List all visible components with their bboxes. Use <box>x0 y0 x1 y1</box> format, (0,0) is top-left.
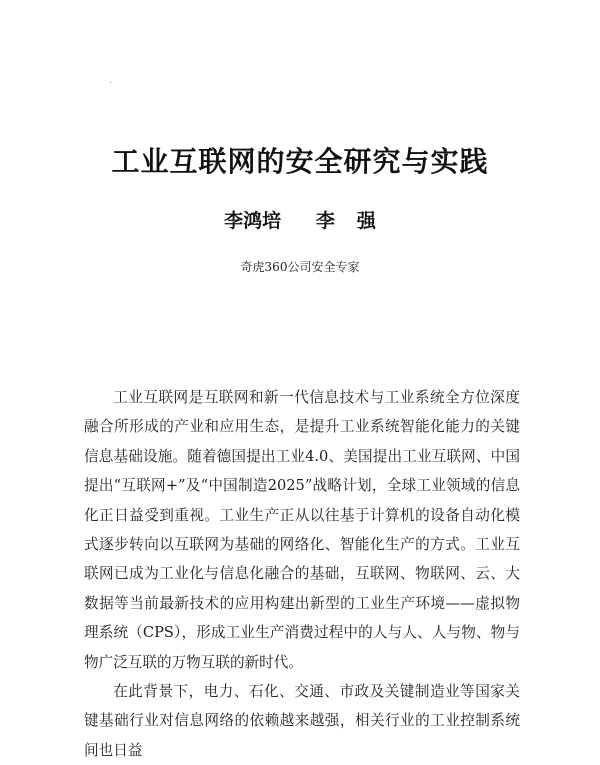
article-title: 工业互联网的安全研究与实践 <box>111 145 489 178</box>
author-name: 李鸿培 <box>224 210 282 232</box>
author-name: 李强 <box>315 210 398 232</box>
scan-speck <box>110 82 111 83</box>
author-affiliation: 奇虎360公司安全专家 <box>240 260 360 274</box>
body-paragraph: 工业互联网是互联网和新一代信息技术与工业系统全方位深度融合所形成的产业和应用生态，是提升工业系统智能化能力的关键信息基础设施。随着德国提出工业4.0、美国提出工业互联网、中国提出“互联网+”及“中国制造2025”战略计划，全球工业领域的信息化正日益受到重视。工业生产正从以往基于计算机的设备自动化模式逐步转向以互联网为基础的网络化、智能化生产的方式。工业互联网已成为工业化与信息化融合的基础，互联网、物联网、云、大数据等当前最新技术的应用构建出新型的工业生产环境——虚拟物理系统（CPS），形成工业生产消费过程中的人与人、人与物、物与物广泛互联的万物互联的新时代。 <box>84 389 520 671</box>
body-paragraph: 在此背景下，电力、石化、交通、市政及关键制造业等国家关键基础行业对信息网络的依赖越来越强，相关行业的工业控制系统间也日益 <box>84 683 520 759</box>
author-line <box>0 206 600 233</box>
article-body <box>84 383 520 765</box>
